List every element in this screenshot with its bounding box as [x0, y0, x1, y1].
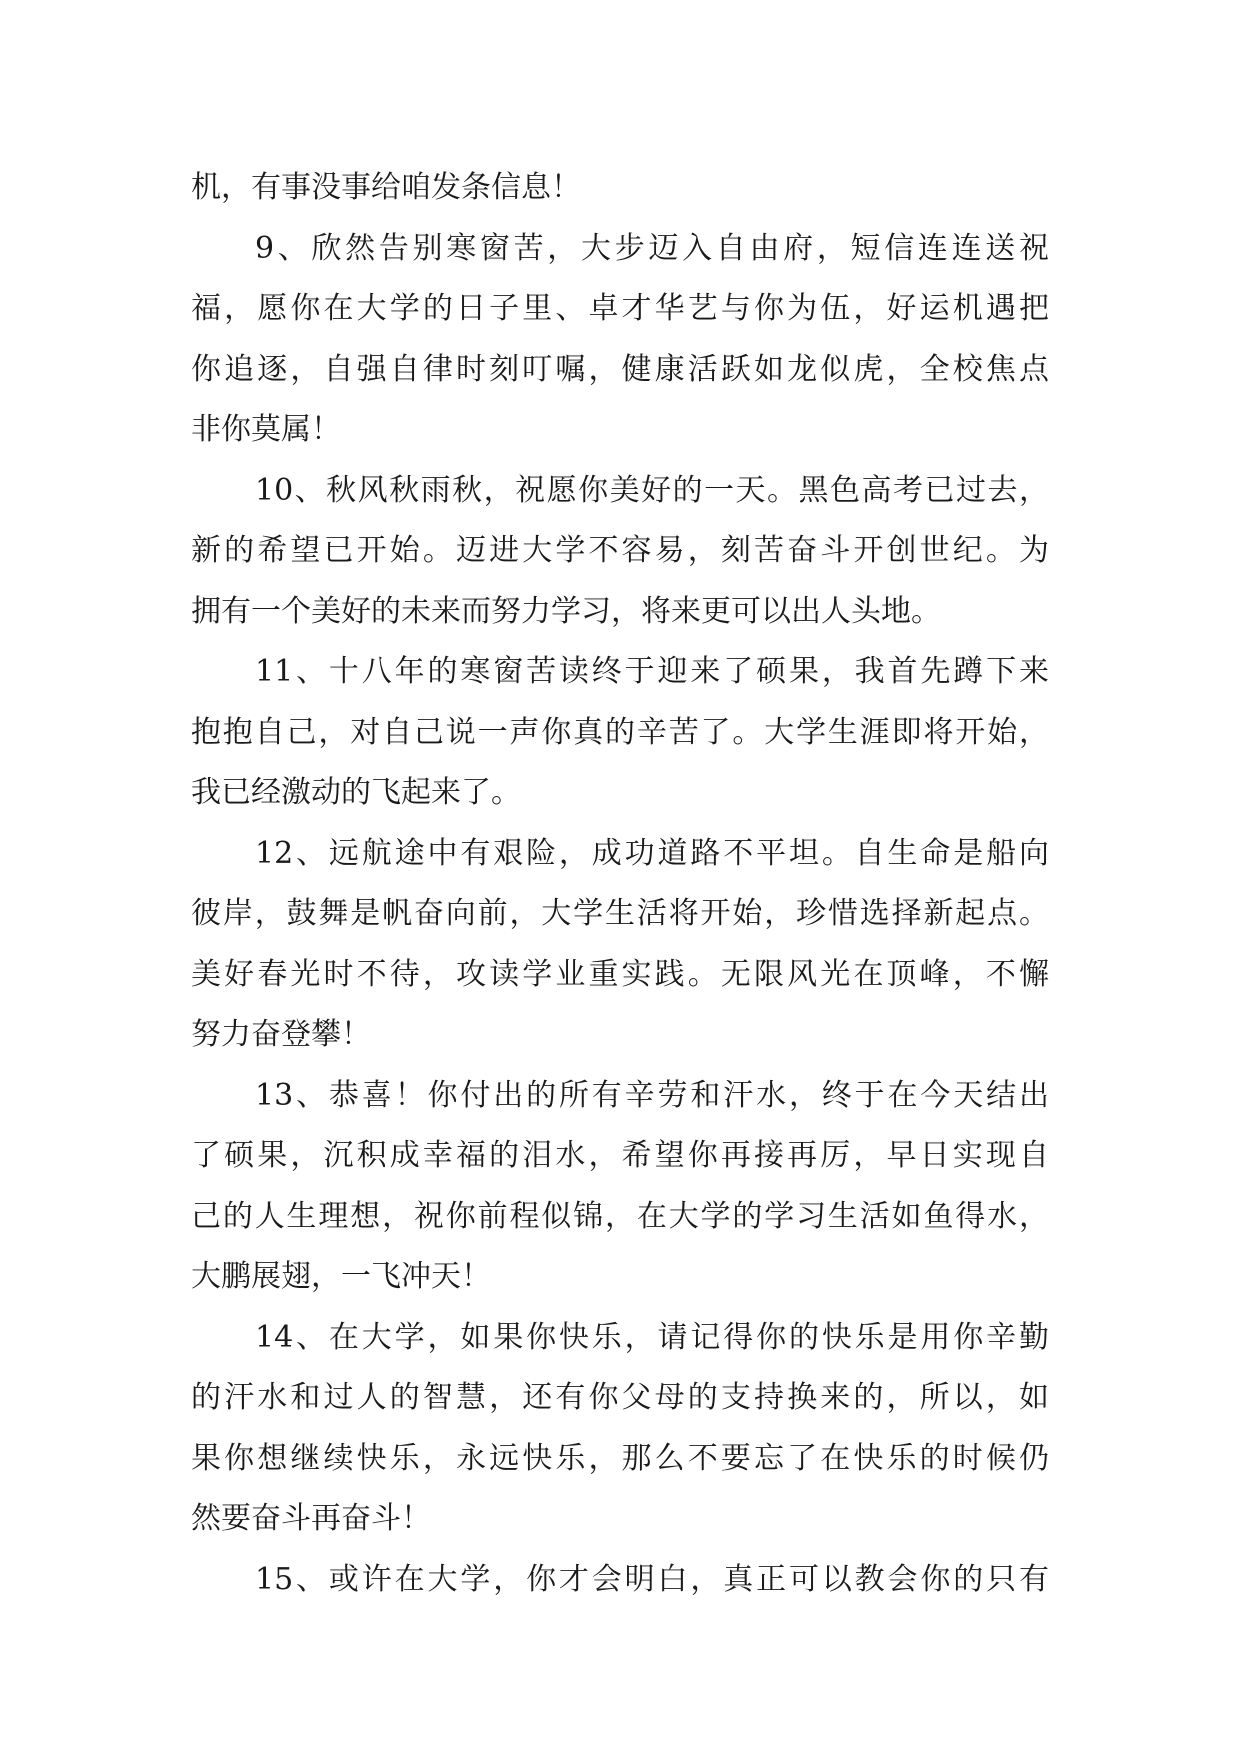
text-line: 抱抱自己，对自己说一声你真的辛苦了。大学生涯即将开始，: [191, 714, 1049, 750]
text-line: 的汗水和过人的智慧，还有你父母的支持换来的，所以，如: [191, 1380, 1049, 1415]
text-line: 机，有事没事给咱发条信息！: [191, 170, 581, 205]
text-line: 了硕果，沉积成幸福的泪水，希望你再接再厉，早日实现自: [191, 1138, 1049, 1173]
paragraph-13-line-1: 13、恭喜！你付出的所有辛劳和汗水，终于在今天结出: [255, 1077, 1049, 1113]
text-line: 拥有一个美好的未来而努力学习，将来更可以出人头地。: [191, 593, 941, 629]
text-line: 福，愿你在大学的日子里、卓才华艺与你为伍，好运机遇把: [191, 291, 1049, 326]
text-line: 非你莫属！: [191, 412, 341, 447]
text-line: 果你想继续快乐，永远快乐，那么不要忘了在快乐的时候仍: [191, 1440, 1049, 1476]
paragraph-14-line-1: 14、在大学，如果你快乐，请记得你的快乐是用你辛勤: [255, 1319, 1049, 1355]
text-line: 己的人生理想，祝你前程似锦，在大学的学习生活如鱼得水，: [191, 1198, 1049, 1234]
paragraph-11-line-1: 11、十八年的寒窗苦读终于迎来了硕果，我首先蹲下来: [255, 654, 1049, 689]
paragraph-15-line-1: 15、或许在大学，你才会明白，真正可以教会你的只有: [255, 1561, 1049, 1597]
text-line: 然要奋斗再奋斗！: [191, 1501, 431, 1536]
text-line: 美好春光时不待，攻读学业重实践。无限风光在顶峰，不懈: [191, 956, 1049, 992]
text-line: 新的希望已开始。迈进大学不容易，刻苦奋斗开创世纪。为: [191, 533, 1049, 568]
paragraph-12-line-1: 12、远航途中有艰险，成功道路不平坦。自生命是船向: [255, 835, 1049, 871]
text-line: 努力奋登攀！: [191, 1017, 371, 1052]
text-line: 彼岸，鼓舞是帆奋向前，大学生活将开始，珍惜选择新起点。: [191, 896, 1049, 931]
document-body: [191, 158, 1049, 1610]
paragraph-9-line-1: 9、欣然告别寒窗苦，大步迈入自由府，短信连连送祝: [255, 230, 1049, 266]
text-line: 大鹏展翅，一飞冲天！: [191, 1259, 491, 1294]
text-line: 你追逐，自强自律时刻叮嘱，健康活跃如龙似虎，全校焦点: [191, 351, 1049, 387]
paragraph-10-line-1: 10、秋风秋雨秋，祝愿你美好的一天。黑色高考已过去，: [255, 472, 1049, 508]
text-line: 我已经激动的飞起来了。: [191, 775, 521, 810]
